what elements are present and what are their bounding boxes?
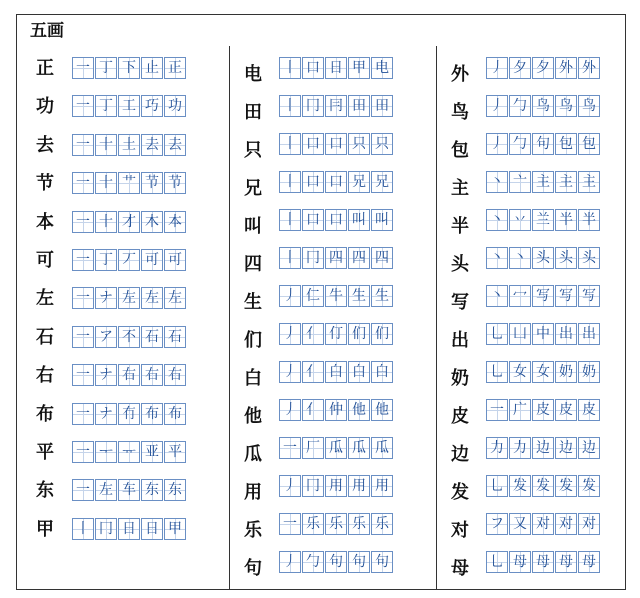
character-label: 对 [451,520,469,541]
stroke-step-box: 口 [302,171,324,193]
stroke-step-box: 仃 [325,323,347,345]
character-label: 左 [36,288,54,309]
stroke-step-box: 土 [118,134,140,156]
stroke-step-box: 出 [555,323,577,345]
stroke-step-box: 又 [509,513,531,535]
stroke-step-box: 左 [95,479,117,501]
stroke-step-box: フ [486,513,508,535]
stroke-step-box: 丶 [486,285,508,307]
stroke-order-boxes [72,287,187,309]
stroke-step-box: 出 [578,323,600,345]
stroke-step-box: 用 [348,475,370,497]
stroke-step-box: 句 [348,551,370,573]
character-label: 鸟 [451,102,469,123]
stroke-step-box: 冃 [325,95,347,117]
stroke-step-box: 艹 [118,172,140,194]
character-label: 电 [244,64,262,85]
character-label: 他 [244,406,262,427]
stroke-step-box: 一 [72,134,94,156]
stroke-order-boxes [486,513,601,535]
stroke-step-box: 外 [555,57,577,79]
stroke-step-box: 鸟 [578,95,600,117]
stroke-step-box: 乐 [302,513,324,535]
stroke-step-box: 夕 [532,57,554,79]
stroke-step-box: 皮 [578,399,600,421]
character-label: 用 [244,482,262,503]
stroke-step-box: 功 [164,95,186,117]
stroke-step-box: 牛 [325,285,347,307]
stroke-step-box: 口 [325,171,347,193]
stroke-order-boxes [72,441,187,463]
stroke-step-box: 电 [371,57,393,79]
stroke-step-box: 节 [164,172,186,194]
column-divider-1 [229,46,230,590]
stroke-order-boxes [279,323,394,345]
character-label: 白 [244,368,262,389]
stroke-step-box: 日 [325,57,347,79]
character-label: 半 [451,216,469,237]
stroke-order-boxes [279,209,394,231]
character-label: 田 [244,102,262,123]
character-label: 正 [36,58,54,79]
stroke-order-boxes [486,437,601,459]
stroke-step-box: ナ [95,403,117,425]
stroke-order-boxes [486,133,601,155]
stroke-step-box: ナ [95,364,117,386]
stroke-step-box: 丨 [279,57,301,79]
character-label: 瓜 [244,444,262,465]
stroke-step-box: 乐 [325,513,347,535]
stroke-step-box: 一 [72,364,94,386]
stroke-step-box: 才 [118,211,140,233]
stroke-step-box: 四 [325,247,347,269]
stroke-step-box: 奶 [578,361,600,383]
stroke-step-box: 半 [555,209,577,231]
stroke-step-box: 半 [578,209,600,231]
stroke-order-boxes [72,57,187,79]
character-label: 写 [451,292,469,313]
character-label: 东 [36,480,54,501]
stroke-step-box: 东 [141,479,163,501]
stroke-step-box: 石 [164,326,186,348]
stroke-step-box: 一 [279,437,301,459]
stroke-step-box: 甲 [164,518,186,540]
stroke-step-box: 主 [555,171,577,193]
stroke-step-box: 鸟 [555,95,577,117]
character-label: 平 [36,442,54,463]
stroke-step-box: 瓜 [325,437,347,459]
stroke-step-box: 广 [509,399,531,421]
stroke-order-boxes [486,475,601,497]
stroke-step-box: 写 [578,285,600,307]
stroke-step-box: 田 [348,95,370,117]
stroke-step-box: 乚 [486,551,508,573]
stroke-step-box: 用 [325,475,347,497]
character-label: 去 [36,135,54,156]
stroke-step-box: 十 [95,211,117,233]
character-label: 叫 [244,216,262,237]
stroke-step-box: 一 [72,326,94,348]
stroke-step-box: 主 [532,171,554,193]
stroke-step-box: 头 [578,247,600,269]
character-label: 生 [244,292,262,313]
stroke-step-box: 丨 [279,133,301,155]
stroke-order-boxes [486,57,601,79]
character-label: 外 [451,64,469,85]
stroke-step-box: 丿 [279,285,301,307]
stroke-step-box: 白 [348,361,370,383]
stroke-step-box: 叫 [371,209,393,231]
stroke-step-box: 句 [532,133,554,155]
stroke-step-box: 中 [532,323,554,345]
stroke-step-box: 女 [509,361,531,383]
stroke-step-box: 写 [555,285,577,307]
stroke-order-boxes [486,323,601,345]
stroke-order-boxes [279,285,394,307]
stroke-step-box: 亠 [509,171,531,193]
stroke-order-boxes [72,479,187,501]
stroke-step-box: ᅲ [118,441,140,463]
stroke-step-box: 丁 [95,249,117,271]
character-label: 石 [36,327,54,348]
stroke-step-box: 丨 [279,95,301,117]
character-label: 四 [244,254,262,275]
stroke-step-box: 口 [325,133,347,155]
stroke-step-box: 丿 [279,399,301,421]
stroke-step-box: 乐 [371,513,393,535]
stroke-step-box: 瓜 [371,437,393,459]
stroke-step-box: 止 [141,57,163,79]
character-label: 们 [244,330,262,351]
character-label: 发 [451,482,469,503]
character-label: 甲 [36,519,54,540]
stroke-step-box: 一 [279,513,301,535]
stroke-step-box: 凵 [509,323,531,345]
stroke-step-box: 主 [578,171,600,193]
stroke-step-box: 勹 [509,133,531,155]
character-label: 乐 [244,520,262,541]
stroke-step-box: 丿 [279,551,301,573]
stroke-step-box: 丿 [279,361,301,383]
stroke-step-box: 外 [578,57,600,79]
stroke-step-box: 田 [371,95,393,117]
stroke-step-box: 丿 [279,323,301,345]
stroke-step-box: ナ [95,287,117,309]
stroke-step-box: 一 [486,399,508,421]
stroke-step-box: 头 [555,247,577,269]
character-label: 主 [451,178,469,199]
stroke-step-box: 丨 [279,247,301,269]
stroke-step-box: 他 [348,399,370,421]
stroke-step-box: 丁 [95,57,117,79]
stroke-step-box: 生 [348,285,370,307]
stroke-order-boxes [279,133,394,155]
stroke-step-box: 力 [486,437,508,459]
stroke-step-box: 可 [141,249,163,271]
stroke-step-box: 写 [532,285,554,307]
stroke-step-box: 下 [118,57,140,79]
stroke-step-box: 边 [555,437,577,459]
character-label: 布 [36,404,54,425]
character-label: 句 [244,558,262,579]
stroke-step-box: 力 [509,437,531,459]
stroke-step-box: 们 [371,323,393,345]
stroke-step-box: 夕 [509,57,531,79]
stroke-order-boxes [279,57,394,79]
stroke-step-box: 鸟 [532,95,554,117]
stroke-step-box: 工 [118,95,140,117]
stroke-order-boxes [486,209,601,231]
stroke-step-box: 头 [532,247,554,269]
column-divider-2 [436,46,437,590]
stroke-step-box: 丨 [279,171,301,193]
stroke-step-box: 边 [578,437,600,459]
stroke-step-box: 丿 [486,95,508,117]
stroke-step-box: 四 [348,247,370,269]
stroke-step-box: 平 [164,441,186,463]
stroke-step-box: 口 [302,209,324,231]
character-label: 本 [36,212,54,233]
stroke-step-box: 右 [118,364,140,386]
stroke-order-boxes [486,171,601,193]
stroke-step-box: 日 [141,518,163,540]
stroke-step-box: 一 [72,403,94,425]
stroke-order-boxes [72,364,187,386]
stroke-step-box: 乚 [486,323,508,345]
stroke-step-box: 冇 [118,403,140,425]
stroke-step-box: 勹 [509,95,531,117]
stroke-order-boxes [279,171,394,193]
character-label: 边 [451,444,469,465]
stroke-order-boxes [279,361,394,383]
stroke-step-box: 东 [164,479,186,501]
stroke-step-box: 丿 [279,475,301,497]
stroke-step-box: 边 [532,437,554,459]
stroke-step-box: 布 [164,403,186,425]
stroke-step-box: 十 [95,134,117,156]
stroke-step-box: 一 [72,287,94,309]
stroke-order-boxes [486,95,601,117]
stroke-step-box: 句 [325,551,347,573]
stroke-step-box: 丆 [118,249,140,271]
stroke-step-box: 发 [555,475,577,497]
stroke-order-boxes [486,285,601,307]
stroke-step-box: 左 [164,287,186,309]
stroke-step-box: 对 [578,513,600,535]
character-label: 功 [36,96,54,117]
stroke-step-box: 亚 [141,441,163,463]
stroke-order-boxes [279,437,394,459]
stroke-step-box: 白 [325,361,347,383]
stroke-step-box: 去 [141,134,163,156]
character-label: 兄 [244,178,262,199]
page-title: 五画 [30,21,64,41]
stroke-order-boxes [72,211,187,233]
stroke-step-box: 生 [371,285,393,307]
stroke-step-box: 仲 [325,399,347,421]
stroke-step-box: 乚 [486,475,508,497]
stroke-step-box: 奶 [555,361,577,383]
stroke-order-boxes [279,475,394,497]
stroke-step-box: ᅮ [95,441,117,463]
stroke-step-box: 勹 [302,551,324,573]
stroke-order-boxes [279,513,394,535]
stroke-step-box: 亻 [302,361,324,383]
stroke-step-box: 对 [555,513,577,535]
stroke-step-box: 亻 [302,323,324,345]
stroke-step-box: 发 [578,475,600,497]
stroke-step-box: 兰 [532,209,554,231]
stroke-step-box: 一 [72,211,94,233]
stroke-step-box: 口 [325,209,347,231]
stroke-step-box: 丨 [279,209,301,231]
stroke-step-box: 冂 [95,518,117,540]
stroke-step-box: 一 [72,249,94,271]
stroke-step-box: 句 [371,551,393,573]
stroke-step-box: 们 [348,323,370,345]
stroke-step-box: 车 [118,479,140,501]
stroke-order-boxes [486,247,601,269]
stroke-step-box: 右 [141,364,163,386]
stroke-order-boxes [486,399,601,421]
character-label: 奶 [451,368,469,389]
stroke-order-boxes [486,361,601,383]
stroke-order-boxes [279,247,394,269]
stroke-step-box: 白 [371,361,393,383]
character-label: 节 [36,173,54,194]
stroke-step-box: 厂 [302,437,324,459]
stroke-step-box: 冂 [302,95,324,117]
stroke-step-box: 女 [532,361,554,383]
stroke-step-box: 用 [371,475,393,497]
stroke-step-box: 丿 [486,133,508,155]
stroke-order-boxes [279,399,394,421]
stroke-step-box: 只 [371,133,393,155]
stroke-step-box: 左 [141,287,163,309]
stroke-step-box: 他 [371,399,393,421]
stroke-order-boxes [72,134,187,156]
stroke-step-box: 左 [118,287,140,309]
character-label: 可 [36,250,54,271]
stroke-step-box: 丶 [486,171,508,193]
stroke-step-box: 巧 [141,95,163,117]
stroke-step-box: 丁 [95,95,117,117]
stroke-step-box: 本 [164,211,186,233]
stroke-step-box: 瓜 [348,437,370,459]
stroke-step-box: 口 [302,133,324,155]
stroke-step-box: 亻 [302,399,324,421]
stroke-step-box: 不 [118,326,140,348]
stroke-step-box: 一 [72,479,94,501]
stroke-step-box: 包 [555,133,577,155]
stroke-step-box: 叫 [348,209,370,231]
stroke-step-box: 去 [164,134,186,156]
stroke-order-boxes [72,249,187,271]
character-label: 只 [244,140,262,161]
stroke-step-box: 丶 [486,247,508,269]
stroke-step-box: ア [95,326,117,348]
stroke-order-boxes [72,95,187,117]
character-label: 母 [451,558,469,579]
stroke-step-box: 一 [72,441,94,463]
character-label: 出 [451,330,469,351]
stroke-step-box: 正 [164,57,186,79]
stroke-step-box: 右 [164,364,186,386]
stroke-step-box: 丨 [72,518,94,540]
stroke-order-boxes [486,551,601,573]
stroke-step-box: 十 [95,172,117,194]
stroke-step-box: 皮 [532,399,554,421]
stroke-step-box: 兄 [371,171,393,193]
stroke-step-box: 丿 [486,57,508,79]
character-label: 包 [451,140,469,161]
stroke-step-box: 母 [532,551,554,573]
stroke-step-box: 母 [578,551,600,573]
stroke-step-box: 冂 [302,247,324,269]
stroke-step-box: 发 [532,475,554,497]
stroke-step-box: 乚 [486,361,508,383]
stroke-step-box: 母 [555,551,577,573]
stroke-step-box: 一 [72,95,94,117]
stroke-step-box: 皮 [555,399,577,421]
stroke-step-box: 丶 [486,209,508,231]
stroke-order-boxes [72,518,187,540]
stroke-step-box: 冂 [302,475,324,497]
character-label: 右 [36,365,54,386]
stroke-order-boxes [72,403,187,425]
stroke-step-box: 仁 [302,285,324,307]
stroke-step-box: 对 [532,513,554,535]
stroke-step-box: 一 [72,172,94,194]
stroke-step-box: 丶 [509,247,531,269]
stroke-step-box: 丷 [509,209,531,231]
stroke-step-box: 日 [118,518,140,540]
stroke-step-box: 木 [141,211,163,233]
stroke-order-boxes [279,551,394,573]
stroke-step-box: 甲 [348,57,370,79]
stroke-order-boxes [72,326,187,348]
stroke-step-box: 一 [72,57,94,79]
stroke-step-box: 母 [509,551,531,573]
stroke-step-box: 乐 [348,513,370,535]
stroke-step-box: 口 [302,57,324,79]
stroke-order-boxes [279,95,394,117]
stroke-step-box: 只 [348,133,370,155]
stroke-step-box: 兄 [348,171,370,193]
stroke-step-box: 可 [164,249,186,271]
stroke-step-box: 节 [141,172,163,194]
stroke-order-boxes [72,172,187,194]
character-label: 皮 [451,406,469,427]
stroke-step-box: 石 [141,326,163,348]
stroke-step-box: 布 [141,403,163,425]
stroke-step-box: 包 [578,133,600,155]
stroke-step-box: 发 [509,475,531,497]
stroke-step-box: 四 [371,247,393,269]
character-label: 头 [451,254,469,275]
stroke-step-box: 冖 [509,285,531,307]
